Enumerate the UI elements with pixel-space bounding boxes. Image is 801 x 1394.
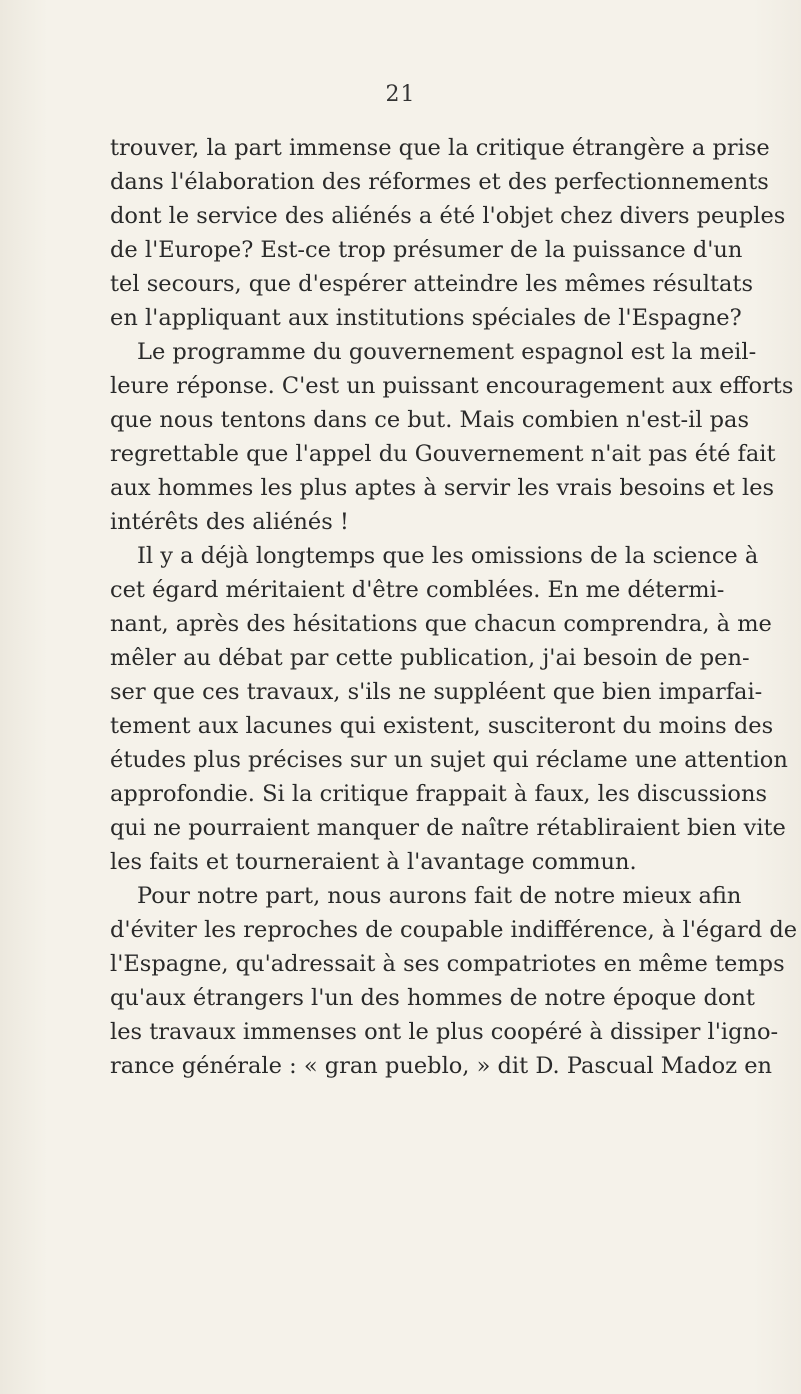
text-line: cet égard méritaient d'être comblées. En me détermi- (110, 577, 725, 603)
text-line: rance générale : « gran pueblo, » dit D. Pascual Madoz en (110, 1053, 773, 1079)
text-line: les travaux immenses ont le plus coopéré à dissiper l'igno- (110, 1019, 779, 1045)
text-line: trouver, la part immense que la critique étrangère a prise (110, 135, 770, 161)
text-line: Le programme du gouvernement espagnol est la meil- (137, 339, 757, 365)
page-number: 21 (385, 82, 416, 107)
text-line: qu'aux étrangers l'un des hommes de notre époque dont (110, 985, 755, 1011)
text-line: en l'appliquant aux institutions spéciales de l'Espagne? (110, 305, 742, 331)
text-line: Il y a déjà longtemps que les omissions de la science à (137, 543, 759, 569)
text-line: de l'Europe? Est-ce trop présumer de la puissance d'un (110, 237, 743, 263)
text-line: Pour notre part, nous aurons fait de notre mieux afin (137, 883, 742, 909)
text-line: mêler au débat par cette publication, j'ai besoin de pen- (110, 645, 750, 671)
text-line: que nous tentons dans ce but. Mais combien n'est-il pas (110, 407, 750, 433)
text-line: dont le service des aliénés a été l'objet chez divers peuples (110, 203, 786, 229)
text-line: tement aux lacunes qui existent, susciteront du moins des (110, 713, 774, 739)
text-line: d'éviter les reproches de coupable indifférence, à l'égard de (110, 917, 798, 943)
text-line: intérêts des aliénés ! (110, 509, 349, 535)
text-line: leure réponse. C'est un puissant encouragement aux efforts (110, 373, 794, 399)
text-line: l'Espagne, qu'adressait à ses compatriotes en même temps (110, 951, 785, 977)
text-line: qui ne pourraient manquer de naître rétabliraient bien vite (110, 815, 786, 841)
text-line: tel secours, que d'espérer atteindre les mêmes résultats (110, 271, 754, 297)
text-line: ser que ces travaux, s'ils ne suppléent que bien imparfai- (110, 679, 763, 705)
text-line: dans l'élaboration des réformes et des perfectionnements (110, 169, 769, 195)
text-line: aux hommes les plus aptes à servir les vrais besoins et les (110, 475, 775, 501)
text-line: approfondie. Si la critique frappait à faux, les discussions (110, 781, 768, 807)
text-line: études plus précises sur un sujet qui réclame une attention (110, 747, 788, 773)
text-line: les faits et tourneraient à l'avantage commun. (110, 849, 637, 875)
text-line: regrettable que l'appel du Gouvernement n'ait pas été fait (110, 441, 776, 467)
text-line: nant, après des hésitations que chacun comprendra, à me (110, 611, 772, 637)
